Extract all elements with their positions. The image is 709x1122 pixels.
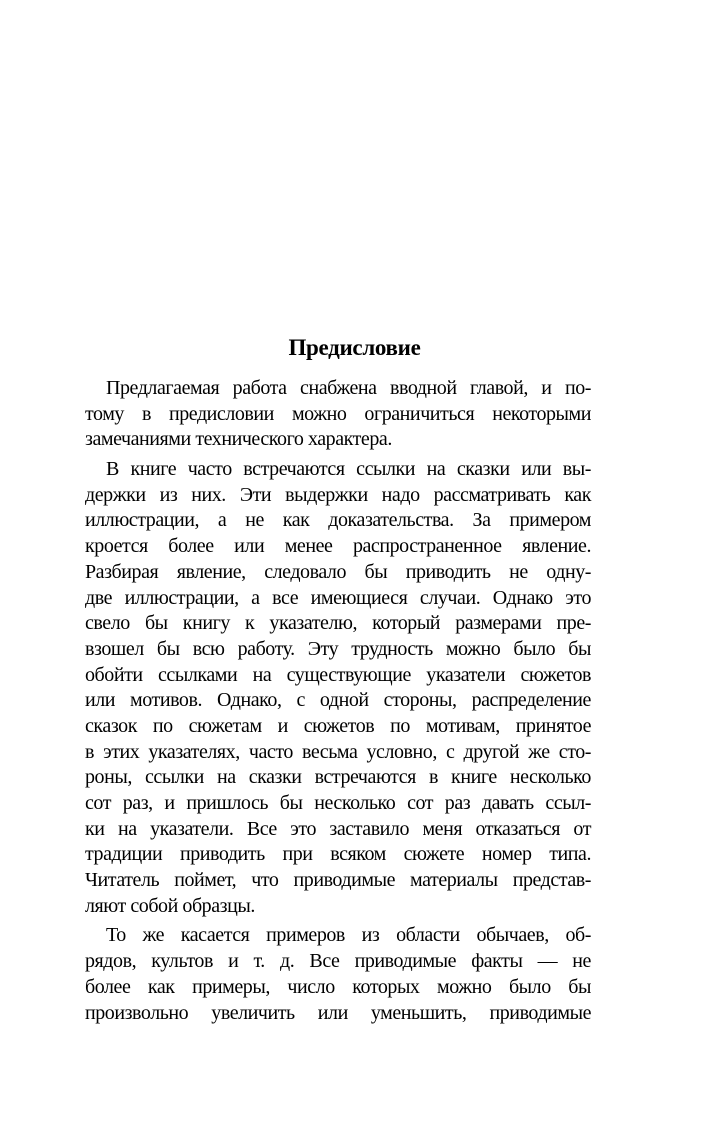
page-title: Предисловие bbox=[288, 335, 421, 360]
text-line: Разбирая явление, следовало бы приводить не одну- bbox=[85, 560, 591, 583]
text-line: произвольно увеличить или уменьшить, приводимые bbox=[85, 1001, 591, 1024]
paragraph-1 bbox=[85, 376, 591, 453]
text-line: Предлагаемая работа снабжена вводной главой, и по- bbox=[106, 377, 591, 399]
text-line: роны, ссылки на сказки встречаются в книге несколько bbox=[85, 766, 591, 789]
text-line: или мотивов. Однако, с одной стороны, распределение bbox=[85, 689, 591, 712]
text-line: То же касается примеров из области обычаев, об- bbox=[106, 924, 591, 947]
text-line: традиции приводить при всяком сюжете номер типа. bbox=[85, 843, 591, 866]
text-line: более как примеры, число которых можно было бы bbox=[85, 975, 591, 998]
text-line: рядов, культов и т. д. Все приводимые факты — не bbox=[85, 950, 591, 973]
text-line: обойти ссылками на существующие указатели сюжетов bbox=[85, 663, 591, 686]
text-line: две иллюстрации, а все имеющиеся случаи. Однако это bbox=[85, 586, 591, 609]
body-text bbox=[85, 376, 591, 1030]
paragraph-3 bbox=[85, 923, 591, 1026]
text-line: в этих указателях, часто весьма условно, с другой же сто- bbox=[85, 740, 591, 763]
text-line: взошел бы всю работу. Эту трудность можно было бы bbox=[85, 637, 591, 660]
text-line: В книге часто встречаются ссылки на сказки или вы- bbox=[106, 458, 591, 481]
text-line: свело бы книгу к указателю, который размерами пре- bbox=[85, 612, 591, 635]
text-line: тому в предисловии можно ограничиться некоторыми bbox=[85, 402, 591, 425]
text-line: сказок по сюжетам и сюжетов по мотивам, принятое bbox=[85, 714, 591, 737]
text-line: держки из них. Эти выдержки надо рассматривать как bbox=[85, 483, 591, 506]
text-line: ки на указатели. Все это заставило меня отказаться от bbox=[85, 817, 591, 840]
text-line: Читатель поймет, что приводимые материалы представ- bbox=[85, 869, 591, 892]
paragraph-2 bbox=[85, 457, 591, 919]
text-line: иллюстрации, а не как доказательства. За примером bbox=[85, 509, 591, 532]
text-line: ляют собой образцы. bbox=[85, 894, 255, 917]
text-line: сот раз, и пришлось бы несколько сот раз давать ссыл- bbox=[85, 792, 591, 814]
text-line: замечаниями технического характера. bbox=[85, 428, 392, 451]
text-line: кроется более или менее распространенное явление. bbox=[85, 535, 591, 558]
